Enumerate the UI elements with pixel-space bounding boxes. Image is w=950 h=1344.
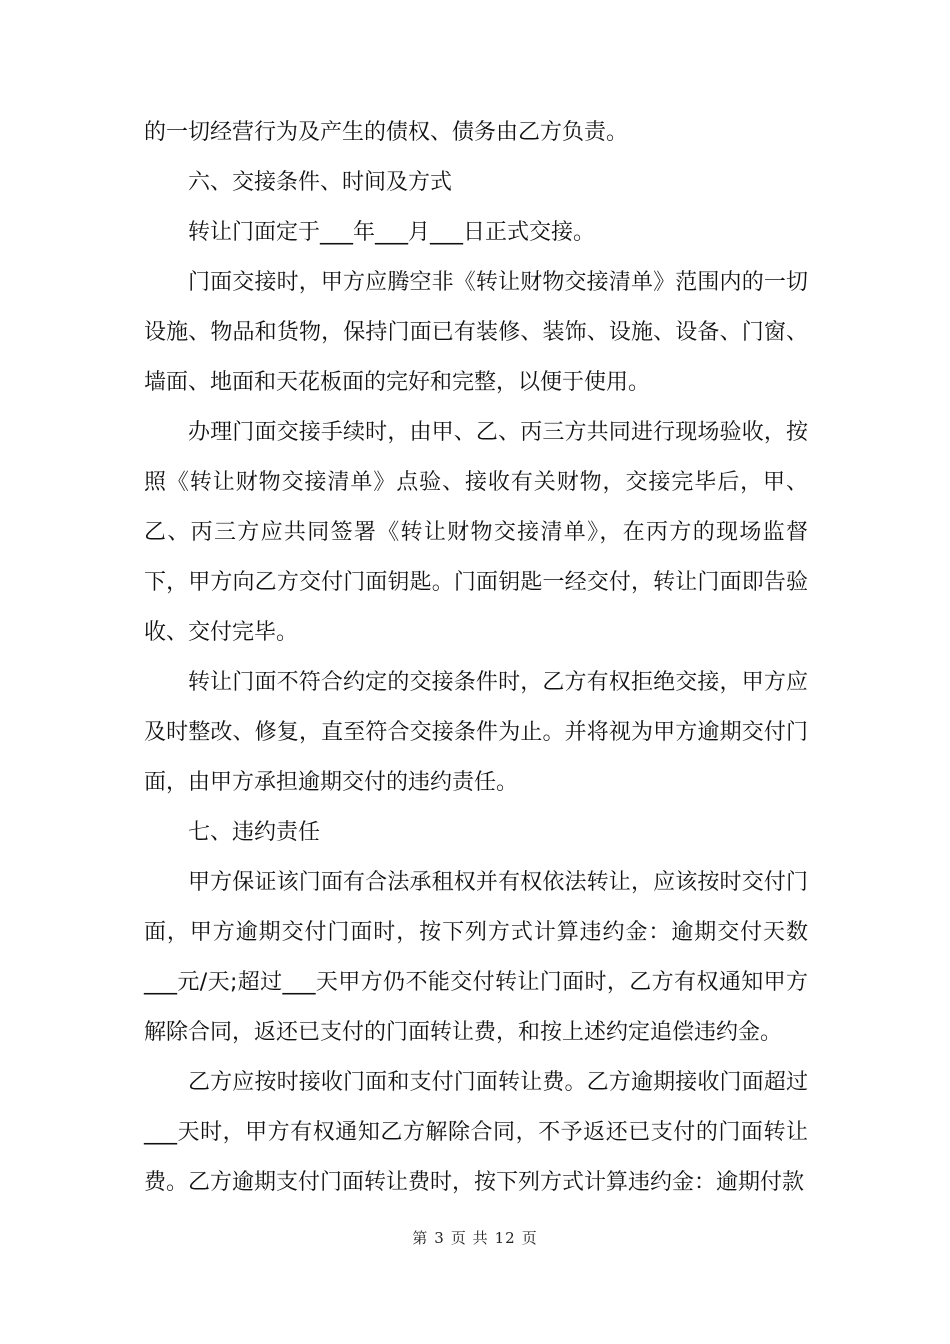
paragraph-continuation: 的一切经营行为及产生的债权、债务由乙方负责。 xyxy=(144,120,629,145)
footer-current-page: 3 xyxy=(434,1229,445,1247)
paragraph-handover-procedure: 办理门面交接手续时，由甲、乙、丙三方共同进行现场验收，按照《转让财物交接清单》点验、接收有关财物，交接完毕后，甲、乙、丙三方应共同签署《转让财物交接清单》，在丙方的现场监督下，甲方向乙方交付门面钥匙。门面钥匙一经交付，转让门面即告验收、交付完毕。 xyxy=(144,420,808,645)
footer-total-pages: 12 xyxy=(494,1229,516,1247)
paragraph-handover-rejection: 转让门面不符合约定的交接条件时，乙方有权拒绝交接，甲方应及时整改、修复，直至符合交接条件为止。并将视为甲方逾期交付门面，由甲方承担逾期交付的违约责任。 xyxy=(144,670,808,795)
paragraph-handover-date: 转让门面定于___年___月___日正式交接。 xyxy=(188,220,596,245)
footer-prefix: 第 xyxy=(412,1229,429,1247)
section-heading-handover: 六、交接条件、时间及方式 xyxy=(188,170,453,195)
paragraph-party-b-liability: 乙方应按时接收门面和支付门面转让费。乙方逾期接收门面超过___天时，甲方有权通知乙方解除合同，不予返还已支付的门面转让费。乙方逾期支付门面转让费时，按下列方式计算违约金：逾期付款 xyxy=(144,1070,808,1195)
document-body xyxy=(144,108,808,1208)
footer-suffix: 页 xyxy=(521,1229,538,1247)
paragraph-party-a-liability: 甲方保证该门面有合法承租权并有权依法转让，应该按时交付门面，甲方逾期交付门面时，按下列方式计算违约金：逾期交付天数___元/天;超过___天甲方仍不能交付转让门面时，乙方有权通知甲方解除合同，返还已支付的门面转让费，和按上述约定追偿违约金。 xyxy=(144,870,808,1045)
paragraph-handover-conditions: 门面交接时，甲方应腾空非《转让财物交接清单》范围内的一切设施、物品和货物，保持门面已有装修、装饰、设施、设备、门窗、墙面、地面和天花板面的完好和完整，以便于使用。 xyxy=(144,270,808,395)
section-heading-liability: 七、违约责任 xyxy=(188,820,321,845)
page-footer xyxy=(0,1227,950,1248)
footer-mid: 页 共 xyxy=(450,1229,489,1247)
